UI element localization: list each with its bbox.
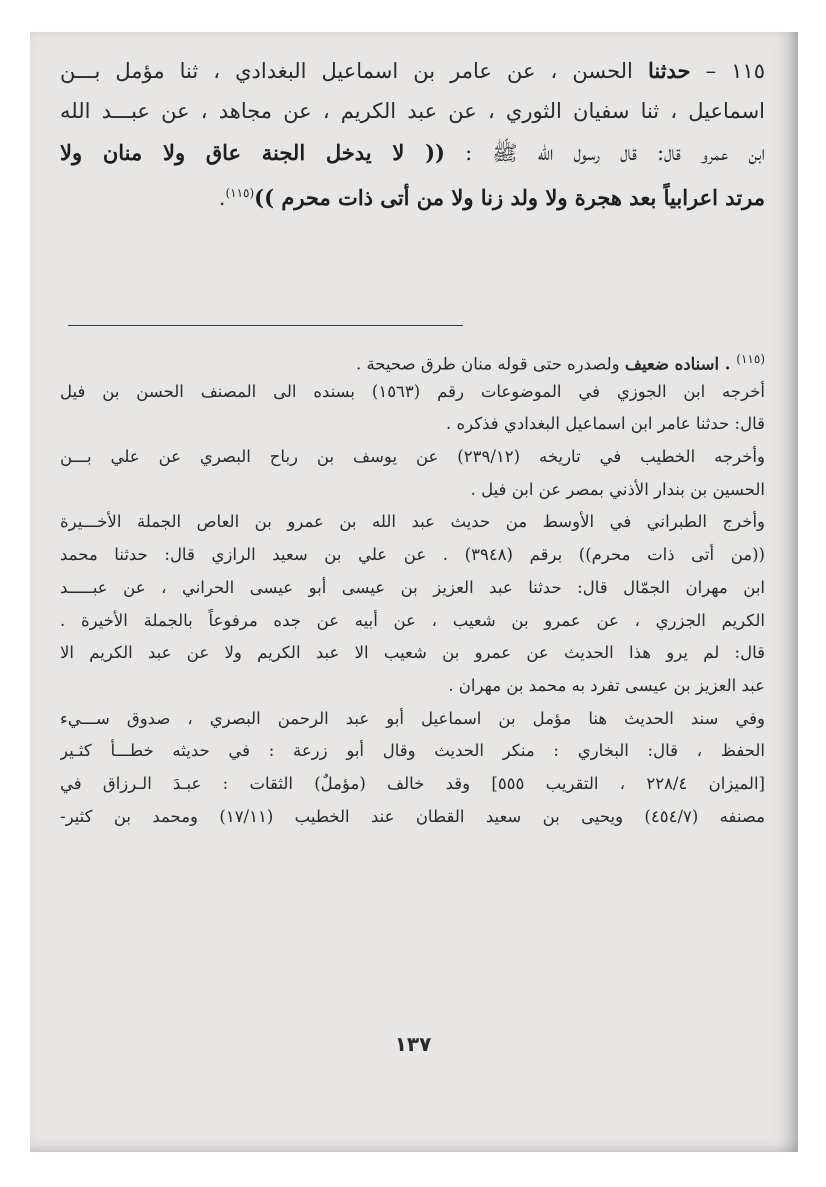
footnote-line: وأخرجه الخطيب في تاريخه (٢٣٩/١٢) عن يوسف بن رباح البصري عن علي بـــن [60, 447, 765, 467]
footnote-ref: (١١٥) [736, 352, 765, 366]
footnote-line: وفي سند الحديث هنا مؤمل بن اسماعيل أبو عبد الرحمن البصري ، صدوق ســـيء [60, 708, 765, 728]
hadith-line-1-text: الحسن ، عن عامر بن اسماعيل البغدادي ، ثنا مؤمل بـــن [60, 59, 648, 83]
hadith-number: ١١٥ – [690, 59, 765, 83]
page-number: ١٣٧ [394, 1032, 432, 1056]
hadith-line-1 [60, 50, 765, 91]
footnote-line: قال: لم يرو هذا الحديث عن عمرو بن شعيب الا عبد الكريم ولا عن عبد الكريم الا [60, 643, 765, 663]
footnote-line: الحسين بن بندار الأذني بمصر عن ابن فيل . [470, 479, 765, 499]
footnotes [60, 343, 765, 833]
footnote-line-1-text: ولصدره حتى قوله منان طرق صحيحة . [355, 354, 625, 374]
hadith-matn-start: (( لا يدخل الجنة عاق ولا منان ولا [60, 140, 445, 165]
footnote-line: أخرجه ابن الجوزي في الموضوعات رقم (١٥٦٣) بسنده الى المصنف الحسن بن فيل [60, 381, 765, 401]
footnote-line-1 [60, 343, 765, 376]
footnote-line: ابن مهران الجمّال قال: حدثنا عبد العزيز بن عيسى أبو عيسى الحراني ، عن عبـــــد [60, 577, 765, 597]
hadith-line-2: اسماعيل ، ثنا سفيان الثوري ، عن عبد الكريم ، عن مجاهد ، عن عبـــد الله [60, 99, 765, 123]
footnote-line: الكريم الجزري ، عن عمرو بن شعيب ، عن أبيه عن جده مرفوعاً بالجملة الأخيرة . [60, 610, 765, 630]
footnote-line: مصنفه (٤٥٤/٧) ويحيى بن سعيد القطان عند الخطيب (١٧/١١) ومحمد بن كثير- [60, 806, 765, 826]
footnote-line: ((من أتى ذات محرم)) برقم (٣٩٤٨) . عن علي بن سعيد الرازي قال: حدثنا محمد [60, 545, 765, 565]
footnote-grade: . اسناده ضعيف [624, 354, 737, 374]
hadith-line-3-text: ابن عمرو قال: قال رسول الله ﷺ : [444, 141, 765, 165]
hadith-lead: حدثنا [647, 58, 691, 83]
hadith-line-4 [60, 173, 765, 214]
footnote-line: وأخرج الطبراني في الأوسط من حديث عبد الله بن عمرو بن العاص الجملة الأخـــيرة [60, 512, 765, 532]
footnote-line: قال: حدثنا عامر ابن اسماعيل البغدادي فذكره . [446, 414, 765, 434]
footnote-line: الحفظ ، قال: البخاري : منكر الحديث وقال أبو زرعة : في حديثه خطـــأ كثـير [60, 741, 765, 761]
page-content [60, 50, 765, 826]
hadith-matn-end: مرتد اعرابياً بعد هجرة ولا ولد زنا ولا من أتى ذات محرم )) [254, 185, 765, 210]
hadith-end-dot: . [218, 186, 226, 210]
hadith-line-3 [60, 132, 765, 173]
footnote-line: عبد العزيز بن عيسى تفرد به محمد بن مهران . [448, 675, 765, 695]
footnote-marker: (١١٥) [225, 186, 255, 200]
footnote-divider [68, 325, 463, 326]
hadith-text [60, 50, 765, 214]
footnote-line: [الميزان ٢٢٨/٤ ، التقريب ٥٥٥] وقد خالف (مؤملٌ) الثقات : عبـدَ الـرزاق في [60, 773, 765, 793]
